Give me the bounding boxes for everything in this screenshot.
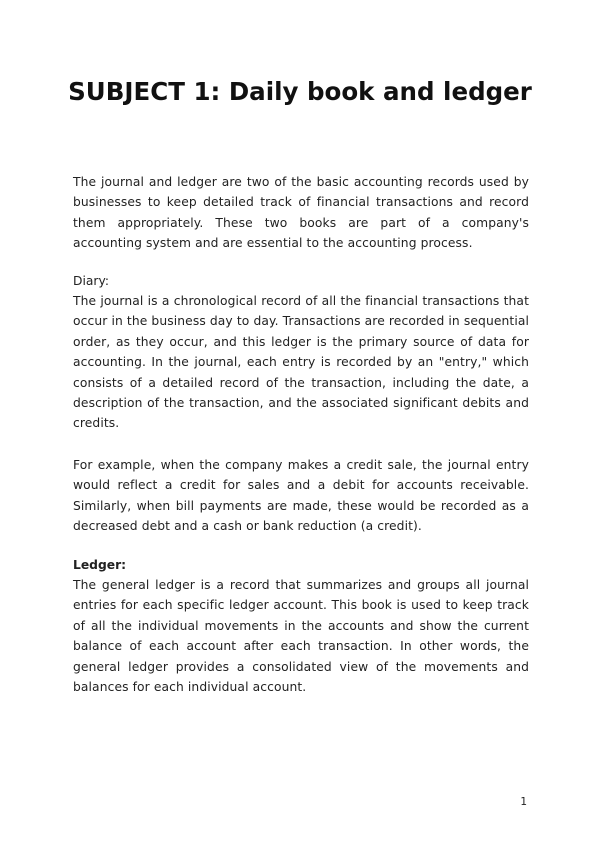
intro-paragraph: The journal and ledger are two of the basic accounting records used by businesses to keep detailed track of financial transactions and record them appropriately. These two books are part of a company's accounting system and are essential to the accounting process.: [73, 175, 529, 251]
page-title: SUBJECT 1: Daily book and ledger: [68, 77, 532, 106]
diary-paragraph: The journal is a chronological record of all the financial transactions that occur in the business day to day. Transactions are recorded in sequential order, as they occur, and this ledger is the primary source of data for accounting. In the journal, each entry is recorded by an "entry," which consists of a detailed record of the transaction, including the date, a description of the transaction, and the associated significant debits and credits.: [73, 294, 529, 431]
diary-heading: Diary:: [73, 274, 110, 288]
page-number: 1: [520, 796, 527, 808]
ledger-heading: Ledger:: [73, 558, 127, 572]
ledger-paragraph: The general ledger is a record that summarizes and groups all journal entries for each specific ledger account. This book is used to keep track of all the individual movements in the accounts and show the current balance of each account after each transaction. In other words, the general ledger provides a consolidated view of the movements and balances for each individual account.: [73, 578, 529, 695]
example-paragraph: For example, when the company makes a credit sale, the journal entry would reflect a credit for sales and a debit for accounts receivable. Similarly, when bill payments are made, these would be recorded as a decreased debt and a cash or bank reduction (a credit).: [73, 458, 529, 534]
